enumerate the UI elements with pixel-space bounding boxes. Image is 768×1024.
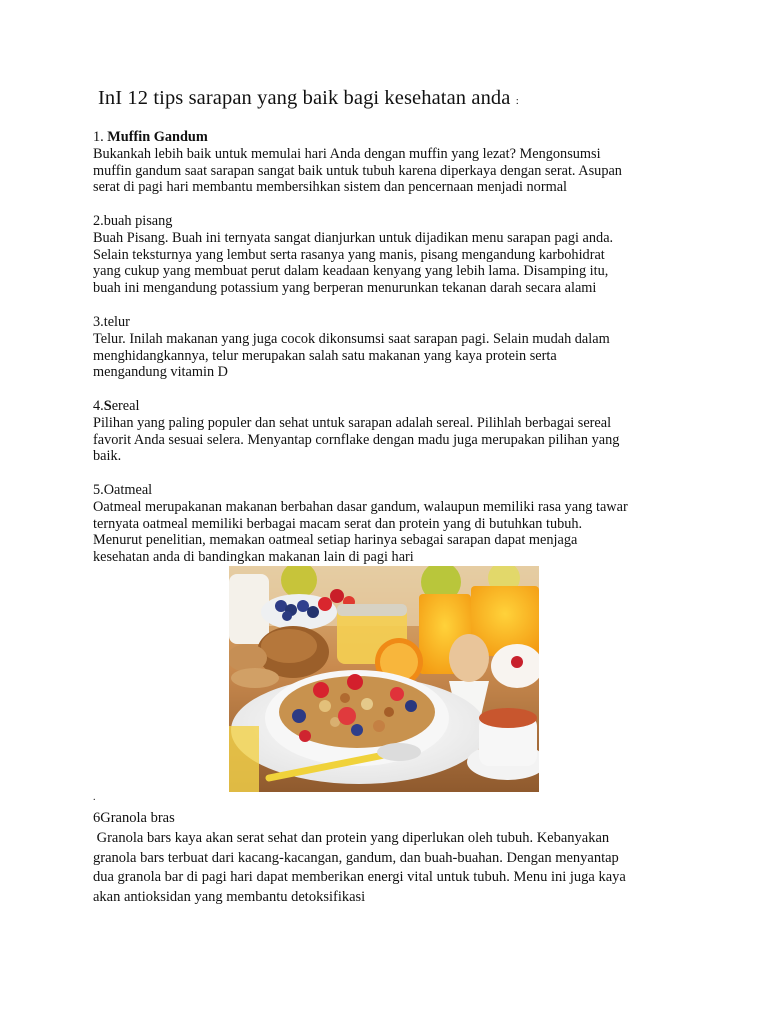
- tip-oatmeal: [93, 482, 688, 566]
- tip-text-line: baik.: [93, 448, 122, 465]
- tip-sereal: [93, 398, 688, 465]
- tip-initial: S: [103, 398, 112, 414]
- tip-heading: 3.telur: [93, 314, 130, 330]
- tip-text-line: ternyata oatmeal memiliki berbagai macam serat dan protein yang di butuhkan tubuh.: [93, 515, 583, 532]
- tip-text-line: serat di pagi hari membantu membersihkan sistem dan pencernaan menjadi normal: [93, 179, 568, 196]
- tip-name-rest: ereal: [111, 398, 140, 414]
- tip-telur: [93, 314, 688, 381]
- tip-number: 4.: [93, 398, 104, 414]
- tip-text-line: Buah Pisang. Buah ini ternyata sangat dianjurkan untuk dijadikan menu sarapan pagi anda.: [93, 229, 614, 246]
- tip-name: Muffin Gandum: [107, 129, 208, 145]
- tip-buah-pisang: [93, 213, 688, 297]
- tip-text-line: Bukankah lebih baik untuk memulai hari Anda dengan muffin yang lezat? Mengonsumsi: [93, 145, 601, 162]
- tip-text-line: akan antioksidan yang membantu detoksifikasi: [93, 889, 366, 906]
- tip-text-line: Selain teksturnya yang lembut serta rasanya yang manis, pisang mengandung karbohidrat: [93, 246, 605, 263]
- tip-granola-bars: [93, 809, 688, 908]
- tip-heading: [93, 129, 688, 146]
- breakfast-photo: [229, 566, 539, 792]
- tip-text-line: mengandung vitamin D: [93, 364, 229, 381]
- tip-text-line: kesehatan anda di bandingkan makanan lain di pagi hari: [93, 549, 414, 566]
- tip-text-line: favorit Anda sesuai selera. Menyantap cornflake dengan madu juga merupakan pilihan yang: [93, 431, 620, 448]
- tip-text-line: muffin gandum saat sarapan sangat baik untuk tubuh karena diperkaya dengan serat. Asupan: [93, 162, 622, 179]
- page-title: [98, 87, 519, 110]
- tip-text-line: Pilihan yang paling populer dan sehat untuk sarapan adalah sereal. Pilihlah berbagai sereal: [93, 414, 612, 431]
- tip-heading: 5.Oatmeal: [93, 482, 153, 498]
- tip-text-line: dua granola bar di pagi hari dapat memberikan energi vital untuk tubuh. Menu ini juga kaya: [93, 869, 626, 886]
- tip-text-line: Menurut penelitian, memakan oatmeal setiap harinya sebagai sarapan dapat menjaga: [93, 532, 578, 549]
- tip-text-line: buah ini mengandung potassium yang berperan menurunkan tekanan darah secara alami: [93, 280, 597, 297]
- tip-text-line: yang cukup yang membuat perut dalam keadaan kenyang yang lebih lama. Disamping itu,: [93, 263, 609, 280]
- tip-text-line: Telur. Inilah makanan yang juga cocok dikonsumsi saat sarapan pagi. Selain mudah dalam: [93, 330, 610, 347]
- title-text: InI 12 tips sarapan yang baik bagi kesehatan anda: [98, 87, 511, 109]
- tip-muffin-gandum: [93, 129, 688, 196]
- tip-text-line: Oatmeal merupakanan makanan berbahan dasar gandum, walaupun memiliki rasa yang tawar: [93, 498, 628, 515]
- tip-text-line: Granola bars kaya akan serat sehat dan protein yang diperlukan oleh tubuh. Kebanyakan: [93, 829, 610, 846]
- tip-heading: 2.buah pisang: [93, 213, 173, 229]
- tip-text-line: menghidangkannya, telur merupakan salah satu makanan yang kaya protein serta: [93, 347, 557, 364]
- tip-heading: 6Granola bras: [93, 810, 175, 826]
- tip-text-line: granola bars terbuat dari kacang-kacangan, gandum, dan buah-buahan. Dengan menyantap: [93, 849, 619, 866]
- tip-number: 1.: [93, 129, 108, 145]
- title-colon: :: [515, 95, 519, 107]
- stray-dot: .: [93, 792, 96, 803]
- tip-heading: [93, 398, 688, 415]
